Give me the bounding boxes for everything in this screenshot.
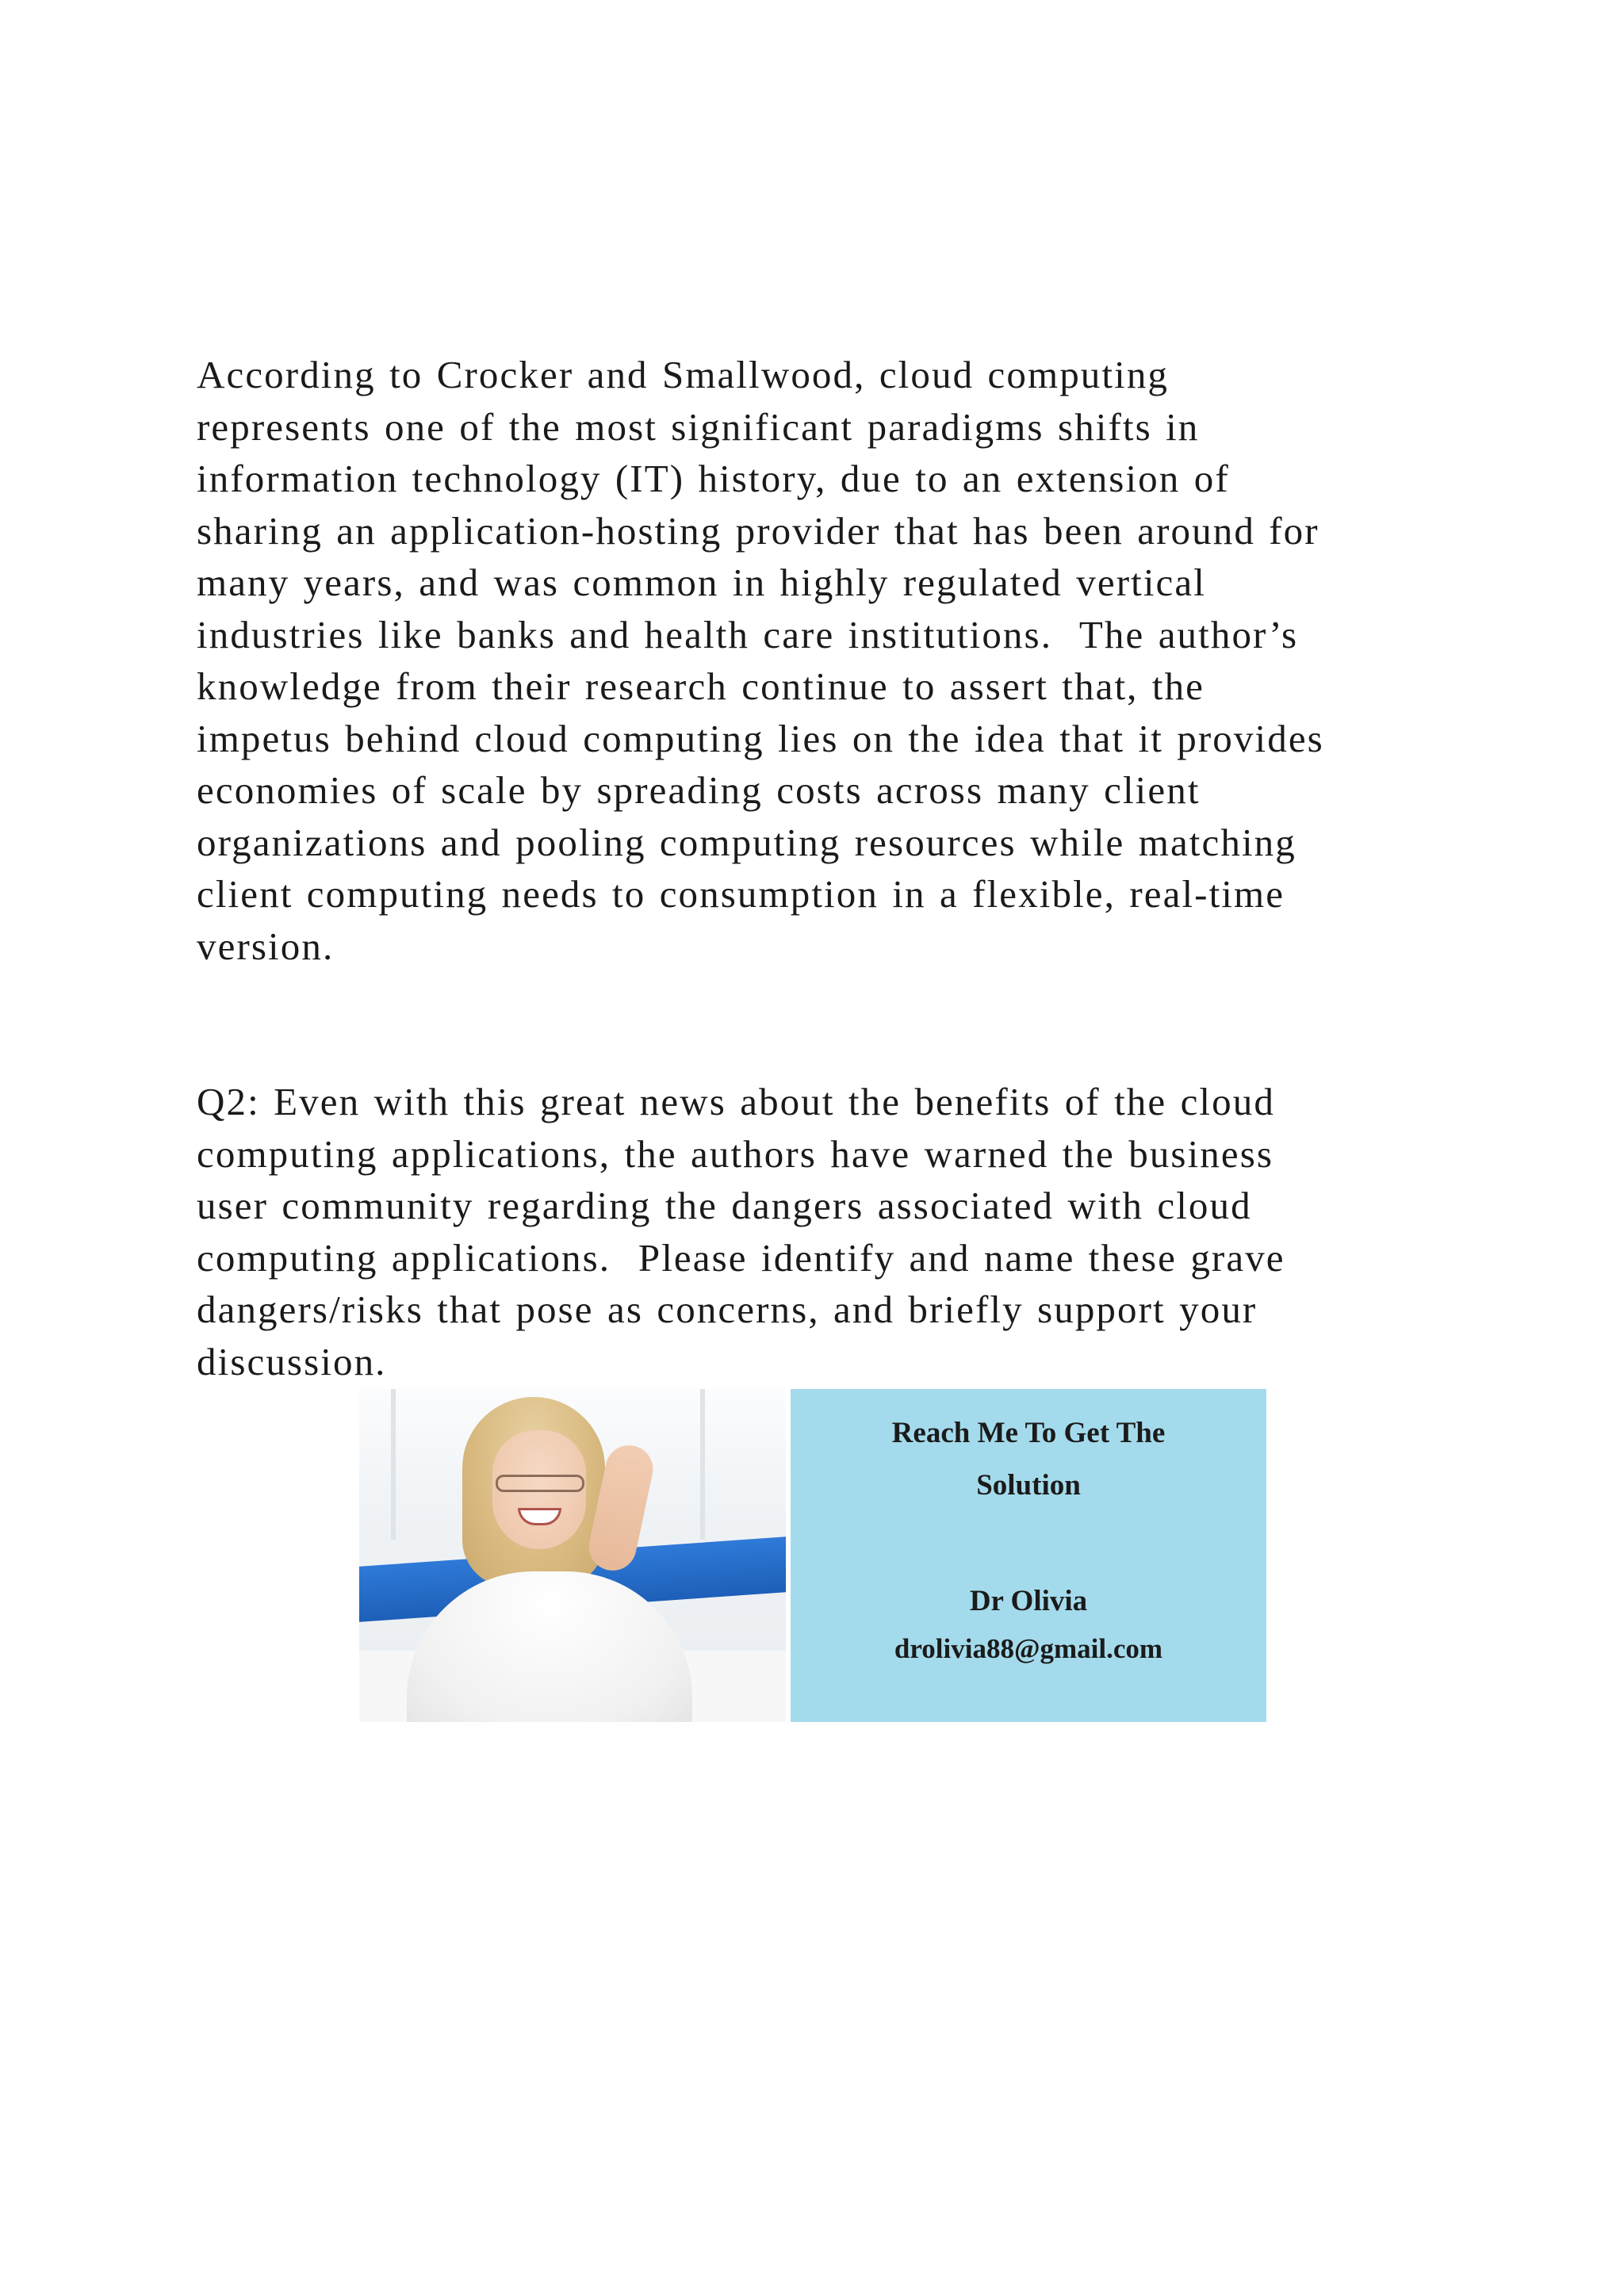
promo-panel	[791, 1389, 1266, 1722]
promo-heading-line-2: Solution	[976, 1469, 1081, 1502]
glasses-icon	[496, 1475, 584, 1492]
window-frame	[391, 1389, 396, 1540]
body-paragraph-2-question: Q2: Even with this great news about the benefits of the cloud computing applications, the authors have warned the business user community regarding the dangers associated with cloud computing applications. Please identify and name these grave dangers/risks that pose as concerns, and briefly support your discussion.	[197, 1080, 1285, 1383]
body-paragraph-1: According to Crocker and Smallwood, cloud computing represents one of the most significant paradigms shifts in information technology (IT) history, due to an extension of sharing an application-hosting provider that has been around for many years, and was common in highly regulated vertical industries like banks and health care institutions. The author’s knowledge from their research continue to assert that, the impetus behind cloud computing lies on the idea that it provides economies of scale by spreading costs across many client organizations and pooling computing resources while matching client computing needs to consumption in a flexible, real-time version.	[197, 353, 1324, 968]
contact-banner-image	[359, 1389, 1266, 1722]
promo-heading-line-1: Reach Me To Get The	[891, 1417, 1166, 1449]
contact-name: Dr Olivia	[969, 1585, 1088, 1617]
contact-email: drolivia88@gmail.com	[894, 1633, 1163, 1664]
woman-photo	[359, 1389, 786, 1722]
window-frame	[700, 1389, 705, 1540]
